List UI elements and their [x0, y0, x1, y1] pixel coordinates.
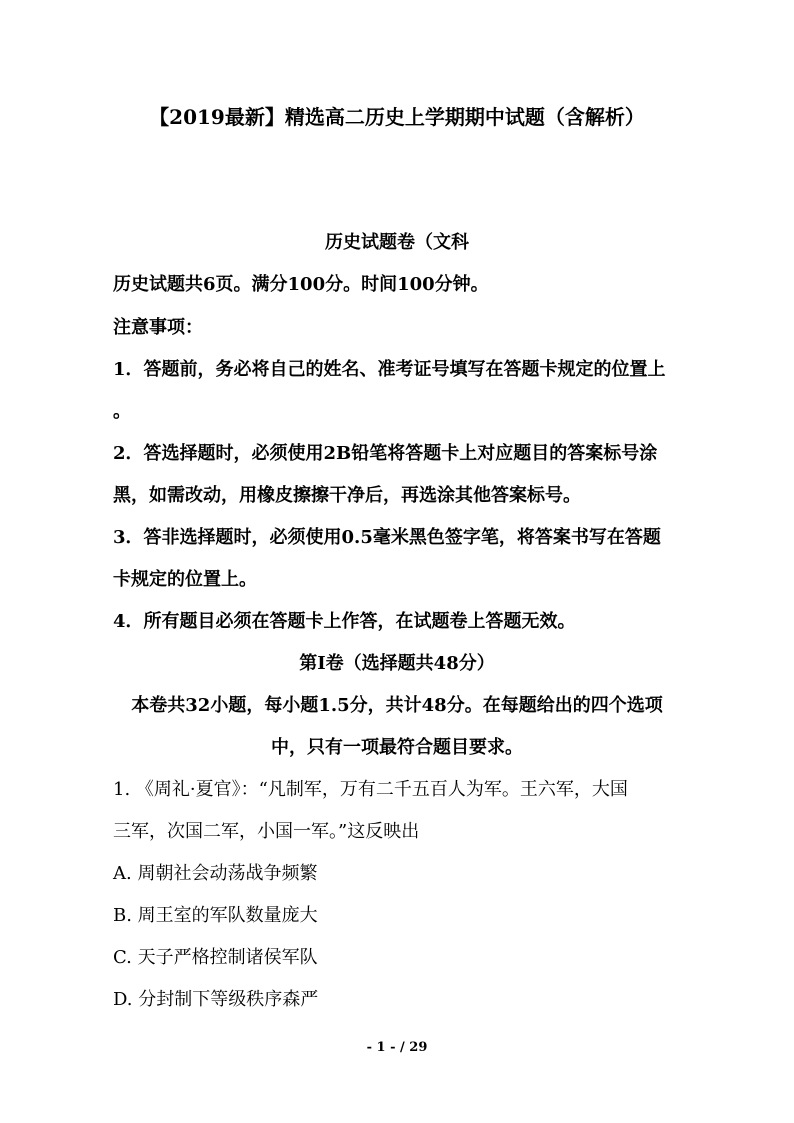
question-1-stem-continuation: 三军，次国二军，小国一军。”这反映出	[113, 821, 420, 842]
notice-heading: 注意事项：	[113, 317, 203, 338]
notice-item-2-continuation: 黑，如需改动，用橡皮擦擦干净后，再选涂其他答案标号。	[113, 485, 581, 506]
notice-item-3-continuation: 卡规定的位置上。	[113, 569, 257, 590]
notice-item-1: 1．答题前，务必将自己的姓名、准考证号填写在答题卡规定的位置上	[113, 359, 666, 380]
notice-item-4: 4．所有题目必须在答题卡上作答，在试题卷上答题无效。	[113, 611, 576, 632]
notice-item-1-continuation: 。	[113, 401, 131, 422]
page-number-footer: - 1 - / 29	[366, 1040, 428, 1055]
exam-intro: 历史试题共6页。满分100分。时间100分钟。	[113, 274, 489, 295]
section-description-continuation: 中，只有一项最符合题目要求。	[271, 737, 523, 758]
section-description: 本卷共32小题，每小题1.5分，共计48分。在每题给出的四个选项	[131, 695, 663, 716]
question-1-option-b: B. 周王室的军队数量庞大	[113, 905, 318, 926]
notice-item-2: 2．答选择题时，必须使用2B铅笔将答题卡上对应题目的答案标号涂	[113, 443, 658, 464]
question-1-option-a: A. 周朝社会动荡战争频繁	[113, 863, 318, 884]
question-1-stem: 1. 《周礼·夏官》：“凡制军，万有二千五百人为军。王六军，大国	[113, 779, 628, 800]
question-1-option-c: C. 天子严格控制诸侯军队	[113, 947, 318, 968]
exam-title: 历史试题卷（文科	[325, 232, 469, 253]
question-1-option-d: D. 分封制下等级秩序森严	[113, 989, 319, 1010]
main-title: 【2019最新】精选高二历史上学期期中试题（含解析）	[149, 105, 645, 129]
notice-item-3: 3．答非选择题时，必须使用0.5毫米黑色签字笔，将答案书写在答题	[113, 527, 661, 548]
section-title: 第Ⅰ卷（选择题共48分）	[299, 653, 495, 674]
